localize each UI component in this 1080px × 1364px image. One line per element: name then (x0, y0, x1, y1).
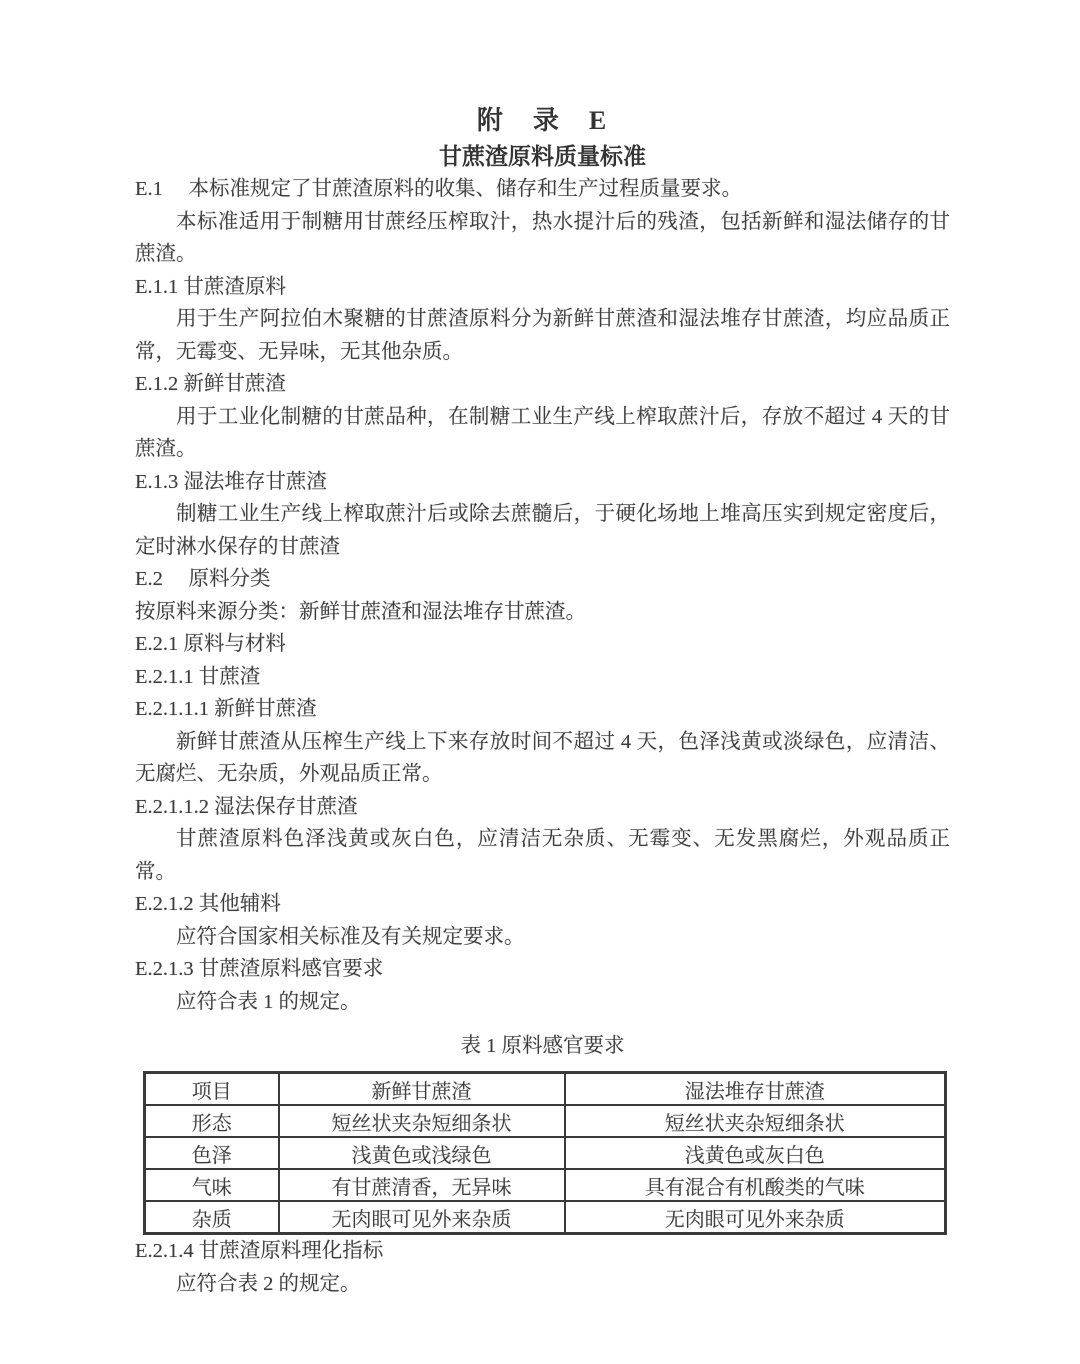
table-row (145, 1169, 946, 1201)
section-heading-e2-1: E.2.1 原料与材料 (135, 633, 286, 655)
paragraph-e1-3: 制糖工业生产线上榨取蔗汁后或除去蔗髓后，于硬化场地上堆高压实到规定密度后，定时淋水保存的甘蔗渣 (135, 503, 950, 558)
table-cell: 短丝状夹杂短细条状 (565, 1105, 946, 1137)
section-heading-e1-2: E.1.2 新鲜甘蔗渣 (135, 373, 286, 395)
table-header-cell: 湿法堆存甘蔗渣 (565, 1073, 946, 1106)
section-heading-e1-3: E.1.3 湿法堆存甘蔗渣 (135, 470, 327, 493)
table-row (145, 1137, 946, 1169)
section-heading-e2-1-3: E.2.1.3 甘蔗渣原料感官要求 (135, 958, 384, 980)
paragraph-e1-2: 用于工业化制糖的甘蔗品种，在制糖工业生产线上榨取蔗汁后，存放不超过 4 天的甘蔗渣。 (135, 405, 950, 460)
document-subtitle: 甘蔗渣原料质量标准 (439, 144, 646, 169)
section-heading-e1-1: E.1.1 甘蔗渣原料 (135, 275, 286, 298)
table-row (145, 1201, 946, 1234)
paragraph-e2-1-1-1: 新鲜甘蔗渣从压榨生产线上下来存放时间不超过 4 天，色泽浅黄或淡绿色，应清洁、无腐烂、无杂质，外观品质正常。 (135, 730, 950, 785)
table-header-cell: 项目 (145, 1073, 279, 1106)
section-heading-e2-1-1-1: E.2.1.1.1 新鲜甘蔗渣 (135, 698, 317, 720)
section-heading-e2: E.2 原料分类 (135, 568, 271, 590)
table-cell: 形态 (145, 1105, 279, 1137)
sensory-requirements-table (143, 1071, 947, 1235)
section-heading-e2-1-1-2: E.2.1.1.2 湿法保存甘蔗渣 (135, 795, 358, 818)
table-cell: 浅黄色或灰白色 (565, 1137, 946, 1169)
table-header-row (145, 1073, 946, 1106)
table-row (145, 1105, 946, 1137)
section-heading-e2-1-4: E.2.1.4 甘蔗渣原料理化指标 (135, 1240, 384, 1262)
appendix-title: 附 录 E (476, 106, 609, 135)
paragraph-e2-classification: 按原料来源分类：新鲜甘蔗渣和湿法堆存甘蔗渣。 (135, 600, 586, 623)
table-cell: 无肉眼可见外来杂质 (565, 1201, 946, 1234)
table-cell: 有甘蔗清香，无异味 (279, 1169, 565, 1201)
paragraph-e2-1-1-2: 甘蔗渣原料色泽浅黄或灰白色，应清洁无杂质、无霉变、无发黑腐烂，外观品质正常。 (135, 828, 950, 883)
table-cell: 气味 (145, 1169, 279, 1201)
table-header-cell: 新鲜甘蔗渣 (279, 1073, 565, 1106)
paragraph-e2-1-2: 应符合国家相关标准及有关规定要求。 (176, 925, 525, 948)
section-heading-e2-1-1: E.2.1.1 甘蔗渣 (135, 665, 261, 688)
section-heading-e2-1-2: E.2.1.2 其他辅料 (135, 893, 281, 915)
paragraph-e1-1: 用于生产阿拉伯木聚糖的甘蔗渣原料分为新鲜甘蔗渣和湿法堆存甘蔗渣，均应品质正常，无霉变、无异味，无其他杂质。 (135, 308, 950, 363)
table-cell: 短丝状夹杂短细条状 (279, 1105, 565, 1137)
table-cell: 具有混合有机酸类的气味 (565, 1169, 946, 1201)
table-cell: 色泽 (145, 1137, 279, 1169)
section-heading-e1: E.1 本标准规定了甘蔗渣原料的收集、储存和生产过程质量要求。 (135, 178, 743, 200)
table1-caption: 表 1 原料感官要求 (460, 1035, 625, 1057)
table-cell: 浅黄色或浅绿色 (279, 1137, 565, 1169)
table-cell: 无肉眼可见外来杂质 (279, 1201, 565, 1234)
paragraph-e2-1-4: 应符合表 2 的规定。 (176, 1272, 361, 1295)
paragraph-e2-1-3: 应符合表 1 的规定。 (176, 990, 361, 1013)
paragraph-e1-scope: 本标准适用于制糖用甘蔗经压榨取汁，热水提汁后的残渣，包括新鲜和湿法储存的甘蔗渣。 (135, 210, 950, 265)
table-cell: 杂质 (145, 1201, 279, 1234)
